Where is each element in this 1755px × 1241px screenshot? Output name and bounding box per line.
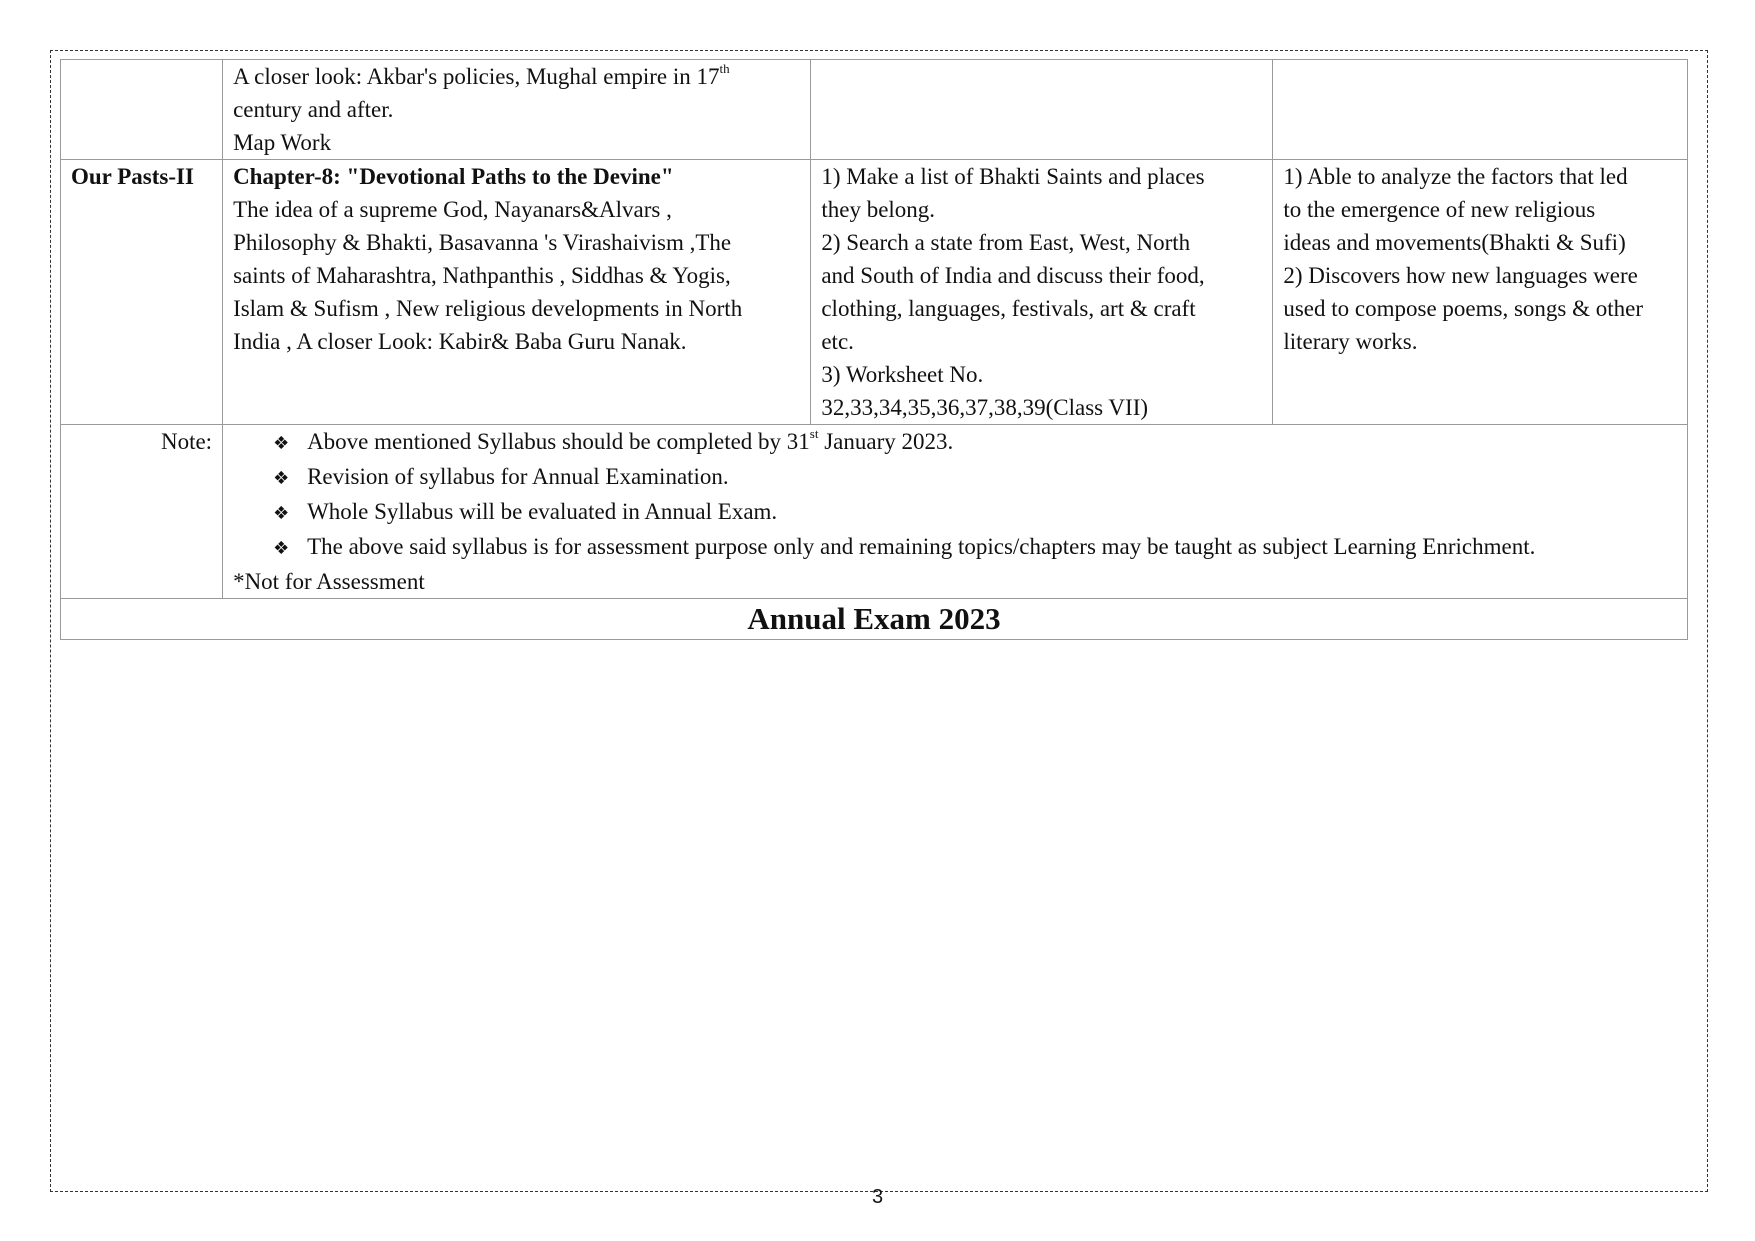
- activity-line: 3) Worksheet No.: [821, 362, 984, 387]
- note-text: Revision of syllabus for Annual Examination.: [307, 464, 729, 489]
- list-item: [273, 530, 1677, 565]
- table-row: [61, 599, 1688, 640]
- chapter-title: Chapter-8: "Devotional Paths to the Devine": [233, 164, 674, 189]
- activity-line: and South of India and discuss their food,: [821, 263, 1205, 288]
- note-label: Note:: [61, 425, 223, 599]
- syllabus-table: [60, 59, 1688, 640]
- outcome-line: 1) Able to analyze the factors that led: [1283, 164, 1628, 189]
- note-cell: [223, 425, 1688, 599]
- activity-line: 1) Make a list of Bhakti Saints and places: [821, 164, 1205, 189]
- table-row: [61, 160, 1688, 425]
- page-number: 3: [871, 1186, 884, 1208]
- bullet-icon: ❖: [273, 433, 290, 454]
- topic-cell: [223, 60, 811, 160]
- outcome-cell: [1273, 60, 1688, 160]
- topic-line: century and after.: [233, 97, 394, 122]
- superscript: th: [719, 61, 730, 77]
- activity-cell: [811, 160, 1273, 425]
- outcome-line: used to compose poems, songs & other: [1283, 296, 1643, 321]
- note-text: Whole Syllabus will be evaluated in Annual Exam.: [307, 499, 778, 524]
- bullet-icon: ❖: [273, 538, 290, 559]
- superscript: st: [809, 426, 819, 442]
- topic-line: saints of Maharashtra, Nathpanthis , Siddhas & Yogis,: [233, 263, 731, 288]
- footnote: *Not for Assessment: [233, 569, 425, 594]
- table-row: [61, 425, 1688, 599]
- note-text: January 2023.: [818, 429, 954, 454]
- note-text: The above said syllabus is for assessment purpose only and remaining topics/chapters may be taught as subject Learning Enrichment.: [307, 534, 1536, 559]
- bullet-icon: ❖: [273, 468, 290, 489]
- activity-line: 32,33,34,35,36,37,38,39(Class VII): [821, 395, 1149, 420]
- outcome-line: literary works.: [1283, 329, 1418, 354]
- activity-line: etc.: [821, 329, 854, 354]
- book-cell: [61, 160, 223, 425]
- outcome-line: 2) Discovers how new languages were: [1283, 263, 1638, 288]
- activity-cell: [811, 60, 1273, 160]
- exam-title: Annual Exam 2023: [61, 599, 1688, 640]
- bullet-icon: ❖: [273, 503, 290, 524]
- outcome-line: ideas and movements(Bhakti & Sufi): [1283, 230, 1626, 255]
- outcome-line: to the emergence of new religious: [1283, 197, 1596, 222]
- list-item: [273, 495, 1677, 530]
- book-name: Our Pasts-II: [71, 164, 194, 189]
- list-item: [273, 425, 1677, 460]
- note-text: Above mentioned Syllabus should be completed by 31: [307, 429, 810, 454]
- topic-line: Philosophy & Bhakti, Basavanna 's Virashaivism ,The: [233, 230, 732, 255]
- topic-line: The idea of a supreme God, Nayanars&Alvars ,: [233, 197, 672, 222]
- topic-line: Map Work: [233, 130, 332, 155]
- list-item: [273, 460, 1677, 495]
- note-list: [233, 425, 1677, 565]
- topic-line: A closer look: Akbar's policies, Mughal empire in 17: [233, 64, 720, 89]
- activity-line: 2) Search a state from East, West, North: [821, 230, 1191, 255]
- table-row: [61, 60, 1688, 160]
- topic-line: Islam & Sufism , New religious developments in North: [233, 296, 743, 321]
- topic-line: India , A closer Look: Kabir& Baba Guru Nanak.: [233, 329, 687, 354]
- book-cell: [61, 60, 223, 160]
- activity-line: they belong.: [821, 197, 936, 222]
- outcome-cell: [1273, 160, 1688, 425]
- activity-line: clothing, languages, festivals, art & craft: [821, 296, 1196, 321]
- topic-cell: [223, 160, 811, 425]
